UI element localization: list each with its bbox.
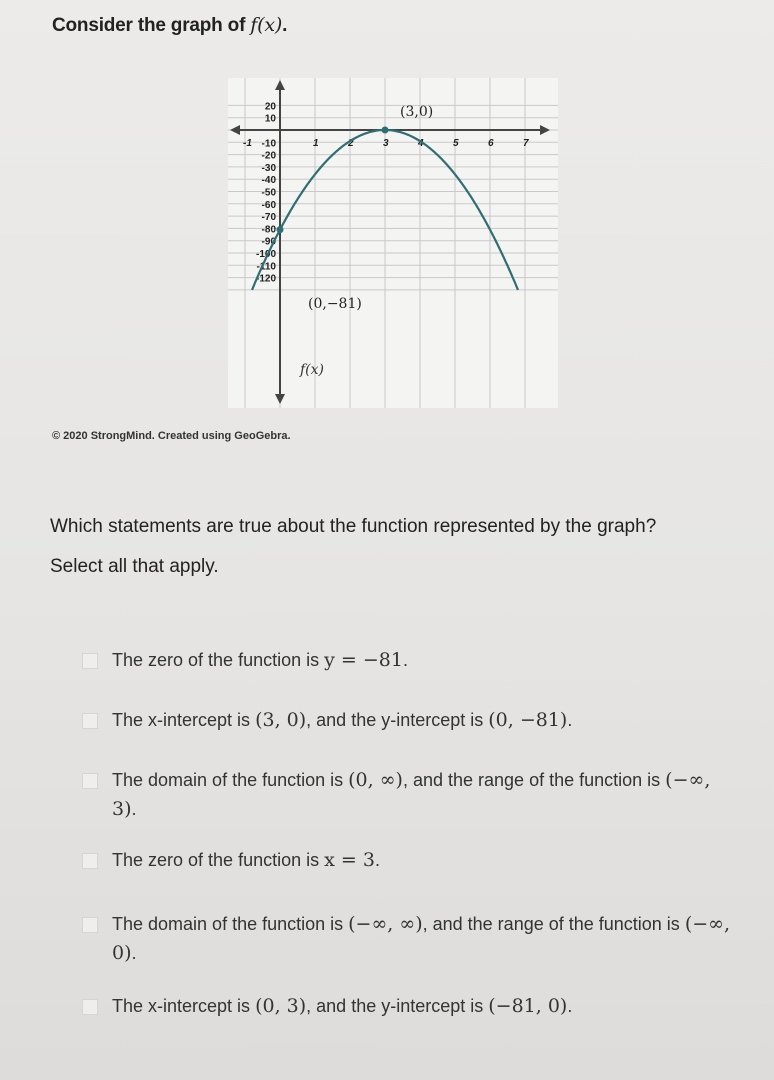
- option-5-math: (−∞, ∞): [348, 913, 423, 935]
- y-tick-label: 20: [264, 101, 276, 113]
- x-tick-label: 3: [383, 138, 389, 149]
- option-5-text: [112, 910, 732, 968]
- x-tick-label: 7: [523, 138, 529, 149]
- x-tick-label: 2: [348, 138, 354, 149]
- option-6-mid: , and the y-intercept is: [306, 996, 489, 1016]
- option-6-text: [112, 992, 732, 1021]
- option-5-pre: The domain of the function is: [112, 914, 349, 934]
- option-3-checkbox[interactable]: [82, 773, 98, 789]
- option-4[interactable]: [82, 846, 732, 875]
- option-2[interactable]: [82, 706, 732, 735]
- option-6-post: .: [567, 996, 573, 1016]
- option-4-math: x = 3: [324, 849, 375, 871]
- option-1-post: .: [402, 650, 408, 670]
- option-1-text: [112, 646, 732, 675]
- option-2-mid: , and the y-intercept is: [306, 710, 489, 730]
- option-3-math: (0, ∞): [348, 769, 403, 791]
- y-tick-label: -120: [255, 273, 276, 285]
- option-1-checkbox[interactable]: [82, 653, 98, 669]
- option-2-post: .: [567, 710, 573, 730]
- option-3-text: [112, 766, 732, 824]
- option-1-pre: The zero of the function is: [112, 650, 325, 670]
- option-5[interactable]: [82, 910, 732, 968]
- option-3-post: .: [131, 799, 137, 819]
- option-6-math2: (−81, 0): [488, 995, 568, 1017]
- option-3[interactable]: [82, 766, 732, 824]
- y-intercept-point: [277, 226, 284, 233]
- y-tick-label: -80: [261, 224, 276, 236]
- option-4-checkbox[interactable]: [82, 853, 98, 869]
- y-tick-label: -10: [261, 138, 276, 150]
- y-tick-label: -70: [261, 212, 276, 224]
- y-tick-label: -110: [256, 261, 276, 273]
- option-1[interactable]: [82, 646, 732, 675]
- option-5-checkbox[interactable]: [82, 917, 98, 933]
- y-tick-label: -60: [261, 199, 276, 211]
- option-6[interactable]: [82, 992, 732, 1021]
- function-graph: [228, 78, 558, 408]
- option-6-checkbox[interactable]: [82, 999, 98, 1015]
- option-6-pre: The x-intercept is: [112, 996, 256, 1016]
- y-tick-label: -30: [261, 162, 276, 174]
- option-5-mid: , and the range of the function is: [422, 914, 685, 934]
- option-2-text: [112, 706, 732, 735]
- option-2-pre: The x-intercept is: [112, 710, 256, 730]
- question-suffix: .: [282, 15, 288, 36]
- option-3-mid: , and the range of the function is: [402, 770, 666, 790]
- question-prefix: Consider the graph of: [52, 15, 251, 36]
- option-3-pre: The domain of the function is: [112, 770, 349, 790]
- question-prompt: Which statements are true about the function represented by the graph?: [50, 516, 657, 537]
- option-4-pre: The zero of the function is: [112, 850, 325, 870]
- option-4-post: .: [374, 850, 380, 870]
- y-tick-label: 10: [264, 113, 276, 125]
- option-2-math2: (0, −81): [488, 709, 568, 731]
- x-tick-label: 4: [418, 138, 424, 149]
- option-4-text: [112, 846, 732, 875]
- y-tick-label: -100: [255, 249, 276, 260]
- x-intercept-point: [382, 127, 389, 134]
- x-tick-label: 1: [313, 138, 319, 149]
- x-tick-label: -1: [243, 138, 252, 149]
- x-tick-label: 6: [488, 138, 494, 149]
- option-5-post: .: [131, 943, 137, 963]
- select-all-instruction: Select all that apply.: [50, 556, 219, 577]
- option-6-math: (0, 3): [255, 995, 307, 1017]
- x-tick-label: 5: [453, 138, 459, 149]
- question-title: [52, 14, 287, 37]
- y-tick-label: -20: [261, 150, 276, 162]
- option-2-math: (3, 0): [255, 709, 307, 731]
- point-label-top: (3,0): [400, 104, 434, 120]
- y-tick-label: -50: [261, 187, 276, 199]
- graph-background: [228, 78, 558, 408]
- y-tick-label: -40: [261, 175, 276, 187]
- option-1-math: y = −81: [324, 649, 403, 671]
- graph-credit: © 2020 StrongMind. Created using GeoGebra.: [52, 430, 291, 442]
- y-tick-label: -90: [261, 236, 276, 248]
- curve-label: f(x): [300, 362, 325, 378]
- option-5-math2: (−∞, 0): [112, 913, 731, 964]
- function-name: f(x): [250, 14, 283, 36]
- point-label-bottom: (0,−81): [308, 296, 362, 312]
- option-2-checkbox[interactable]: [82, 713, 98, 729]
- option-3-math2: (−∞, 3): [112, 769, 711, 820]
